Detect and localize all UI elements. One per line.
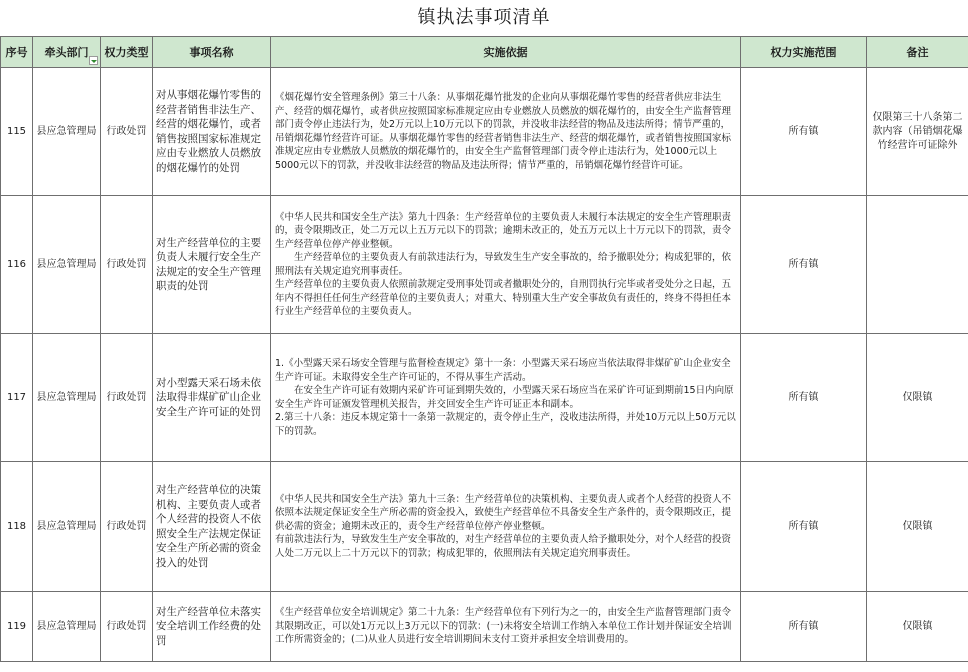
basis-paragraph: 《中华人民共和国安全生产法》第九十三条：生产经营单位的决策机构、主要负责人或者个人经营的投资人不依照本法规定保证安全生产所必需的资金投入，致使生产经营单位不具备安全生产条件的，责令限期改正，提供必需的资金；逾期未改正的，责令生产经营单位停产停业整顿。 bbox=[275, 493, 732, 532]
row-seq[interactable]: 117 bbox=[1, 334, 33, 462]
row-type[interactable]: 行政处罚 bbox=[101, 462, 153, 592]
table-row bbox=[1, 196, 968, 334]
basis-paragraph: 《生产经营单位安全培训规定》第二十九条：生产经营单位有下列行为之一的，由安全生产监督管理部门责令其限期改正，可以处1万元以上3万元以下的罚款：(一)未将安全培训工作纳入本单位工作计划并保证安全培训工作所需资金的；(二)从业人员进行安全培训期间未支付工资并承担安全培训费用的。 bbox=[275, 607, 732, 646]
basis-paragraph: 《烟花爆竹安全管理条例》第三十八条：从事烟花爆竹批发的企业向从事烟花爆竹零售的经营者供应非法生产、经营的烟花爆竹，或者供应按照国家标准规定应由专业燃放人员燃放的烟花爆竹的，由安全生产监督管理部门责令停止违法行为，处2万元以上10万元以下的罚款，并没收非法经营的物品及违法所得；情节严重的，吊销烟花爆竹经营许可证。从事烟花爆竹零售的经营者销售非法生产、经营的烟花爆竹，或者销售按照国家标准规定应由专业燃放人员燃放的烟花爆竹的，由安全生产监督管理部门责令停止违法行为，处1000元以上5000元以下的罚款，并没收非法经营的物品及违法所得；情节严重的，吊销烟花爆竹经营许可证。 bbox=[275, 92, 732, 171]
basis-paragraph: 在安全生产许可证有效期内采矿许可证到期失效的，小型露天采石场应当在采矿许可证到期前15日内向原安全生产许可证颁发管理机关报告，并交回安全生产许可证正本和副本。 bbox=[275, 385, 734, 410]
row-scope[interactable]: 所有镇 bbox=[741, 68, 867, 196]
header-item: 事项名称 bbox=[153, 37, 271, 68]
row-item[interactable]: 对生产经营单位的决策机构、主要负责人或者个人经营的投资人不依照安全生产法规定保证安全生产所必需的资金投入的处罚 bbox=[153, 462, 271, 592]
row-basis[interactable] bbox=[271, 196, 741, 334]
row-type[interactable]: 行政处罚 bbox=[101, 334, 153, 462]
row-type[interactable]: 行政处罚 bbox=[101, 592, 153, 662]
header-seq: 序号 bbox=[1, 37, 33, 68]
row-item[interactable]: 对生产经营单位的主要负责人未履行安全生产法规定的安全生产管理职责的处罚 bbox=[153, 196, 271, 334]
row-basis[interactable] bbox=[271, 592, 741, 662]
row-seq[interactable]: 118 bbox=[1, 462, 33, 592]
row-basis[interactable] bbox=[271, 334, 741, 462]
row-note[interactable]: 仅限镇 bbox=[867, 462, 968, 592]
dropdown-filter-icon[interactable] bbox=[89, 56, 98, 65]
basis-paragraph: 2.第三十八条：违反本规定第十一条第一款规定的，责令停止生产，没收违法所得，并处10万元以上50万元以下的罚款。 bbox=[275, 412, 736, 437]
basis-paragraph: 生产经营单位的主要负责人依照前款规定受刑事处罚或者撤职处分的，自刑罚执行完毕或者受处分之日起，五年内不得担任任何生产经营单位的主要负责人；对重大、特别重大生产安全事故负有责任的，终身不得担任本行业生产经营单位的主要负责人。 bbox=[275, 279, 732, 317]
row-dept[interactable]: 县应急管理局 bbox=[33, 196, 101, 334]
table-row bbox=[1, 462, 968, 592]
row-seq[interactable]: 116 bbox=[1, 196, 33, 334]
row-note[interactable]: 仅限镇 bbox=[867, 334, 968, 462]
row-dept[interactable]: 县应急管理局 bbox=[33, 334, 101, 462]
basis-paragraph: 生产经营单位的主要负责人有前款违法行为，导致发生生产安全事故的，给予撤职处分；构成犯罪的，依照刑法有关规定追究刑事责任。 bbox=[275, 252, 732, 277]
row-basis[interactable] bbox=[271, 462, 741, 592]
row-seq[interactable]: 119 bbox=[1, 592, 33, 662]
header-scope: 权力实施范围 bbox=[741, 37, 867, 68]
header-type: 权力类型 bbox=[101, 37, 153, 68]
row-dept[interactable]: 县应急管理局 bbox=[33, 592, 101, 662]
row-note[interactable]: 仅限第三十八条第二款内容（吊销烟花爆竹经营许可证除外 bbox=[867, 68, 968, 196]
row-scope[interactable]: 所有镇 bbox=[741, 334, 867, 462]
row-basis[interactable] bbox=[271, 68, 741, 196]
row-item[interactable]: 对生产经营单位未落实安全培训工作经费的处罚 bbox=[153, 592, 271, 662]
table-row bbox=[1, 592, 968, 662]
table-row bbox=[1, 68, 968, 196]
row-scope[interactable]: 所有镇 bbox=[741, 462, 867, 592]
header-dept-label: 牵头部门 bbox=[44, 45, 89, 59]
header-dept bbox=[33, 37, 101, 68]
row-dept[interactable]: 县应急管理局 bbox=[33, 68, 101, 196]
basis-paragraph: 1.《小型露天采石场安全管理与监督检查规定》第十一条：小型露天采石场应当依法取得非煤矿矿山企业安全生产许可证。未取得安全生产许可证的，不得从事生产活动。 bbox=[275, 358, 731, 383]
row-scope[interactable]: 所有镇 bbox=[741, 592, 867, 662]
header-note: 备注 bbox=[867, 37, 968, 68]
row-type[interactable]: 行政处罚 bbox=[101, 196, 153, 334]
row-note[interactable]: 仅限镇 bbox=[867, 592, 968, 662]
row-dept[interactable]: 县应急管理局 bbox=[33, 462, 101, 592]
row-seq[interactable]: 115 bbox=[1, 68, 33, 196]
header-row bbox=[1, 37, 968, 68]
row-note[interactable] bbox=[867, 196, 968, 334]
row-item[interactable]: 对小型露天采石场未依法取得非煤矿矿山企业安全生产许可证的处罚 bbox=[153, 334, 271, 462]
basis-paragraph: 有前款违法行为，导致发生生产安全事故的，对生产经营单位的主要负责人给予撤职处分，对个人经营的投资人处二万元以上二十万元以下的罚款；构成犯罪的，依照刑法有关规定追究刑事责任。 bbox=[275, 534, 732, 559]
header-basis: 实施依据 bbox=[271, 37, 741, 68]
row-item[interactable]: 对从事烟花爆竹零售的经营者销售非法生产、经营的烟花爆竹，或者销售按照国家标准规定应由专业燃放人员燃放的烟花爆竹的处罚 bbox=[153, 68, 271, 196]
enforcement-table bbox=[0, 36, 968, 662]
table-row bbox=[1, 334, 968, 462]
row-type[interactable]: 行政处罚 bbox=[101, 68, 153, 196]
sheet-title: 镇执法事项清单 bbox=[417, 7, 551, 28]
basis-paragraph: 《中华人民共和国安全生产法》第九十四条：生产经营单位的主要负责人未履行本法规定的安全生产管理职责的，责令限期改正，处二万元以上五万元以下的罚款；逾期未改正的，处五万元以上十万元以下的罚款，责令生产经营单位停产停业整顿。 bbox=[275, 211, 732, 250]
row-scope[interactable]: 所有镇 bbox=[741, 196, 867, 334]
